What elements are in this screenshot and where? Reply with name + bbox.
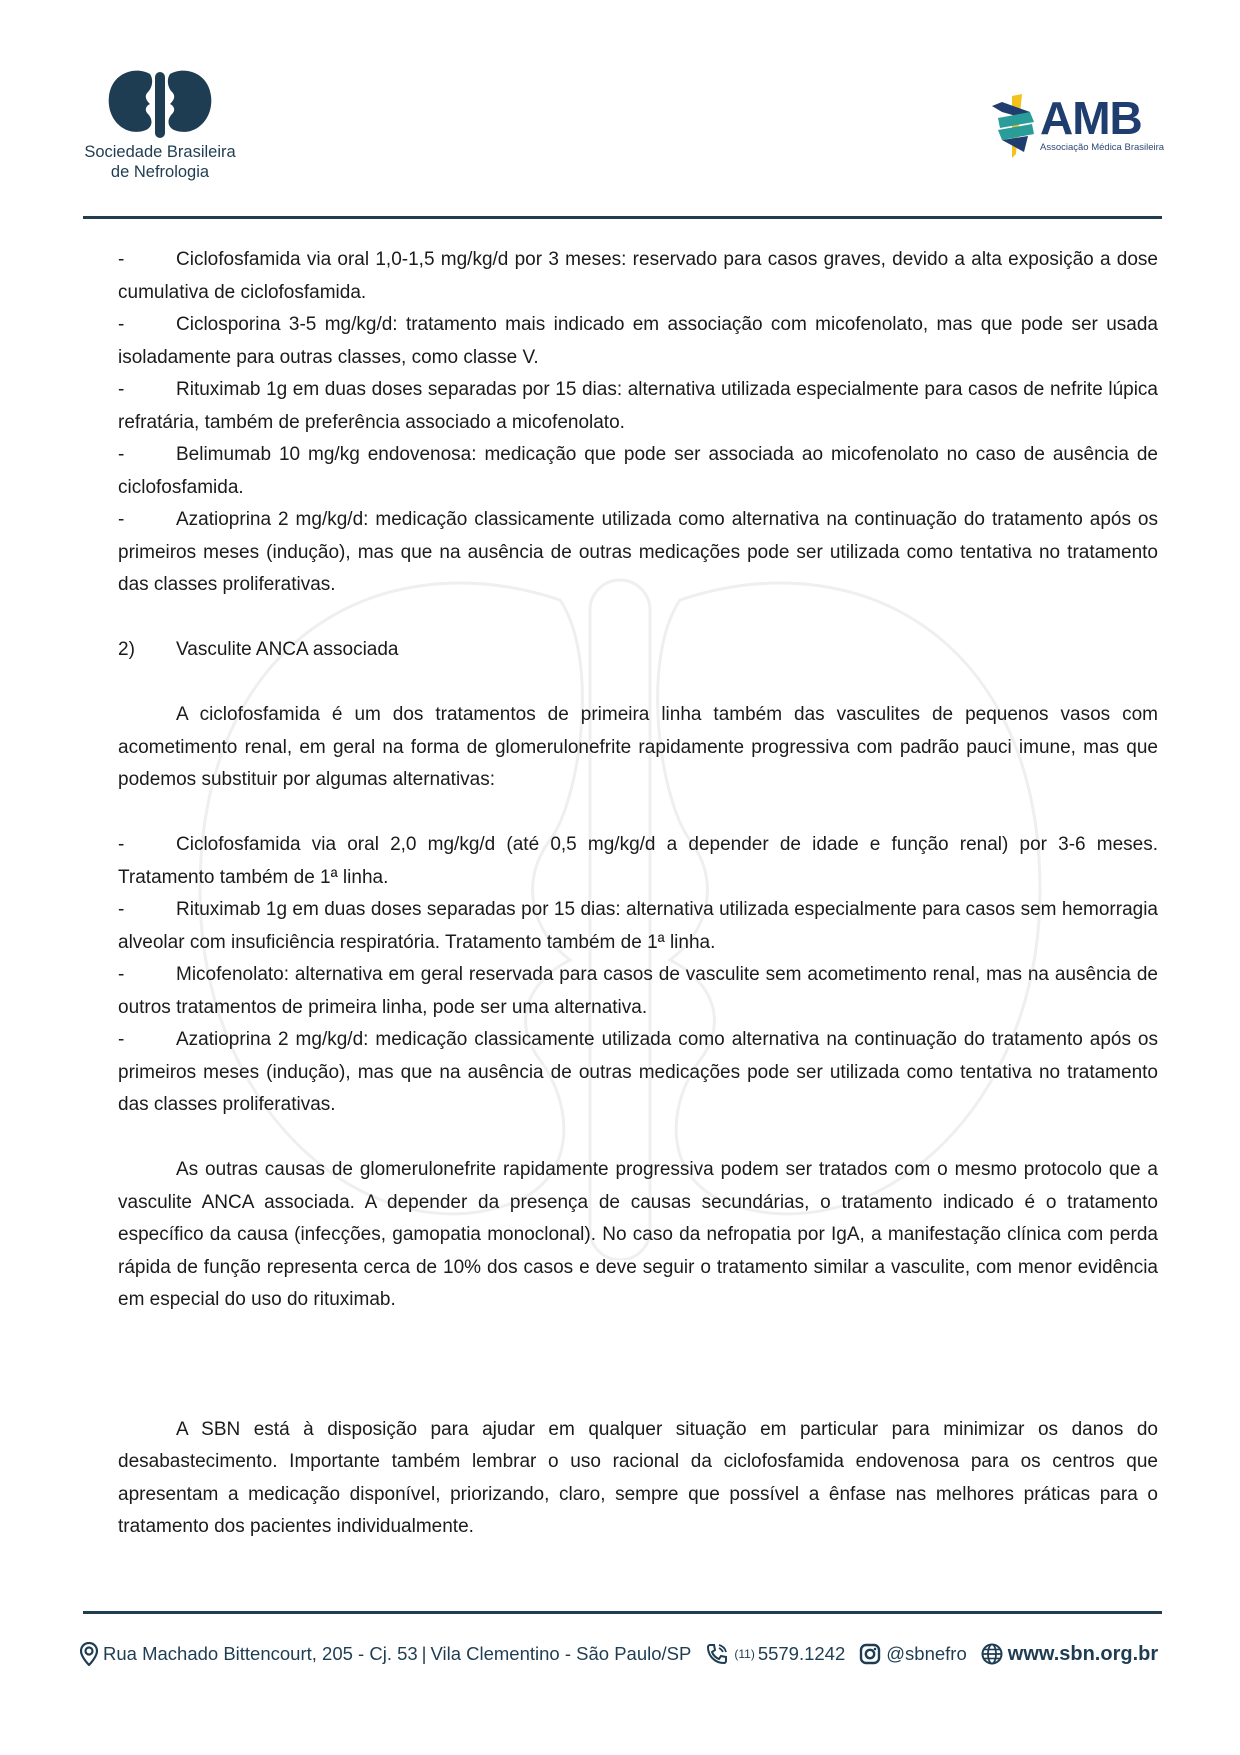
paragraph-closing: A SBN está à disposição para ajudar em qualquer situação em particular para minimizar os danos do desabastecimento. Importante também lembrar o uso racional da ciclofosfamida endovenosa para os centros que apresentam a medicação disponível, priorizando, claro, sempre que possível a ênfase nas melhores práticas para o tratamento dos pacientes individualmente. <box>118 1418 1158 1537</box>
list-marker: - <box>118 509 125 530</box>
list-item <box>118 309 1158 374</box>
address-separator: | <box>421 1643 427 1664</box>
caduceus-icon <box>990 92 1040 158</box>
amb-full-name: Associação Médica Brasileira <box>1040 142 1165 153</box>
list-item-text: Azatioprina 2 mg/kg/d: medicação classicamente utilizada como alternativa na continuação do tratamento após os primeiros meses (indução), mas que na ausência de outras medicações pode ser utilizada como tentativa no tratamento das classes proliferativas. <box>118 509 1158 595</box>
treatment-list-vasculitis <box>118 829 1158 1122</box>
list-item-text: Ciclosporina 3-5 mg/kg/d: tratamento mais indicado em associação com micofenolato, mas que pode ser usada isoladamente para outras classes, como classe V. <box>118 314 1158 368</box>
list-item <box>118 894 1158 959</box>
footer-phone[interactable] <box>705 1643 845 1665</box>
footer-address <box>80 1642 691 1666</box>
list-marker: - <box>118 379 125 400</box>
list-marker: - <box>118 249 125 270</box>
globe-icon <box>981 1643 1003 1665</box>
list-item <box>118 829 1158 894</box>
amb-logo <box>990 92 1170 162</box>
instagram-handle: @sbnefro <box>886 1643 967 1664</box>
list-marker: - <box>118 1029 125 1050</box>
list-item <box>118 1024 1158 1122</box>
header-divider <box>83 216 1162 219</box>
list-marker: - <box>118 834 125 855</box>
footer-website[interactable] <box>981 1643 1158 1666</box>
list-item <box>118 244 1158 309</box>
amb-acronym: AMB <box>1040 92 1142 144</box>
list-item <box>118 504 1158 602</box>
document-body <box>118 244 1158 1544</box>
website-link[interactable]: www.sbn.org.br <box>1007 1642 1159 1665</box>
paragraph-intro: A ciclofosfamida é um dos tratamentos de primeira linha também das vasculites de pequenos vasos com acometimento renal, em geral na forma de glomerulonefrite rapidamente progressiva com padrão pauci imune, mas que podemos substituir por algumas alternativas: <box>118 704 1158 790</box>
list-item-text: Ciclofosfamida via oral 1,0-1,5 mg/kg/d por 3 meses: reservado para casos graves, devido a alta exposição a dose cumulativa de ciclofosfamida. <box>118 249 1158 303</box>
list-marker: - <box>118 444 125 465</box>
list-marker: - <box>118 899 125 920</box>
list-marker: - <box>118 964 125 985</box>
page-footer <box>80 1636 1165 1672</box>
section-title: Vasculite ANCA associada <box>176 639 399 660</box>
phone-area-code: (11) <box>734 1647 755 1661</box>
list-item-text: Azatioprina 2 mg/kg/d: medicação classicamente utilizada como alternativa na continuação do tratamento após os primeiros meses (indução), mas que na ausência de outras medicações pode ser utilizada como tentativa no tratamento das classes proliferativas. <box>118 1029 1158 1115</box>
list-item <box>118 439 1158 504</box>
section-heading <box>118 634 1158 667</box>
list-marker: - <box>118 314 125 335</box>
footer-divider <box>83 1611 1162 1614</box>
kidney-logo-icon <box>106 68 214 140</box>
section-number: 2) <box>118 639 135 660</box>
treatment-list-lupus <box>118 244 1158 602</box>
location-pin-icon <box>80 1642 98 1666</box>
list-item-text: Micofenolato: alternativa em geral reservada para casos de vasculite sem acometimento renal, mas na ausência de outros tratamentos de primeira linha, pode ser uma alternativa. <box>118 964 1158 1018</box>
sbn-name-line2: de Nefrologia <box>110 163 210 181</box>
phone-icon <box>705 1643 729 1665</box>
address-city: Vila Clementino - São Paulo/SP <box>430 1643 692 1664</box>
sbn-logo <box>80 68 240 188</box>
address-street: Rua Machado Bittencourt, 205 - Cj. 53 <box>103 1643 418 1664</box>
list-item-text: Ciclofosfamida via oral 2,0 mg/kg/d (até 0,5 mg/kg/d a depender de idade e função renal) por 3-6 meses. Tratamento também de 1ª linha. <box>118 834 1158 888</box>
page-header <box>0 0 1240 220</box>
instagram-icon <box>859 1643 881 1665</box>
list-item-text: Rituximab 1g em duas doses separadas por 15 dias: alternativa utilizada especialmente para casos de nefrite lúpica refratária, também de preferência associado a micofenolato. <box>118 379 1158 433</box>
list-item <box>118 374 1158 439</box>
paragraph-other-causes: As outras causas de glomerulonefrite rapidamente progressiva podem ser tratados com o mesmo protocolo que a vasculite ANCA associada. A depender da presença de causas secundárias, o tratamento indicado é o tratamento específico da causa (infecções, gamopatia monoclonal). No caso da nefropatia por IgA, a manifestação clínica com perda rápida de função representa cerca de 10% dos casos e deve seguir o tratamento similar a vasculite, com menor evidência em especial do uso do rituximab. <box>118 1159 1158 1310</box>
phone-number: 5579.1242 <box>757 1643 846 1664</box>
footer-instagram[interactable] <box>859 1643 967 1665</box>
list-item-text: Rituximab 1g em duas doses separadas por 15 dias: alternativa utilizada especialmente para casos sem hemorragia alveolar com insuficiência respiratória. Tratamento também de 1ª linha. <box>118 899 1158 953</box>
sbn-name-line1: Sociedade Brasileira <box>84 143 236 161</box>
list-item-text: Belimumab 10 mg/kg endovenosa: medicação que pode ser associada ao micofenolato no caso de ausência de ciclofosfamida. <box>118 444 1158 498</box>
sbn-name <box>80 142 240 182</box>
list-item <box>118 959 1158 1024</box>
